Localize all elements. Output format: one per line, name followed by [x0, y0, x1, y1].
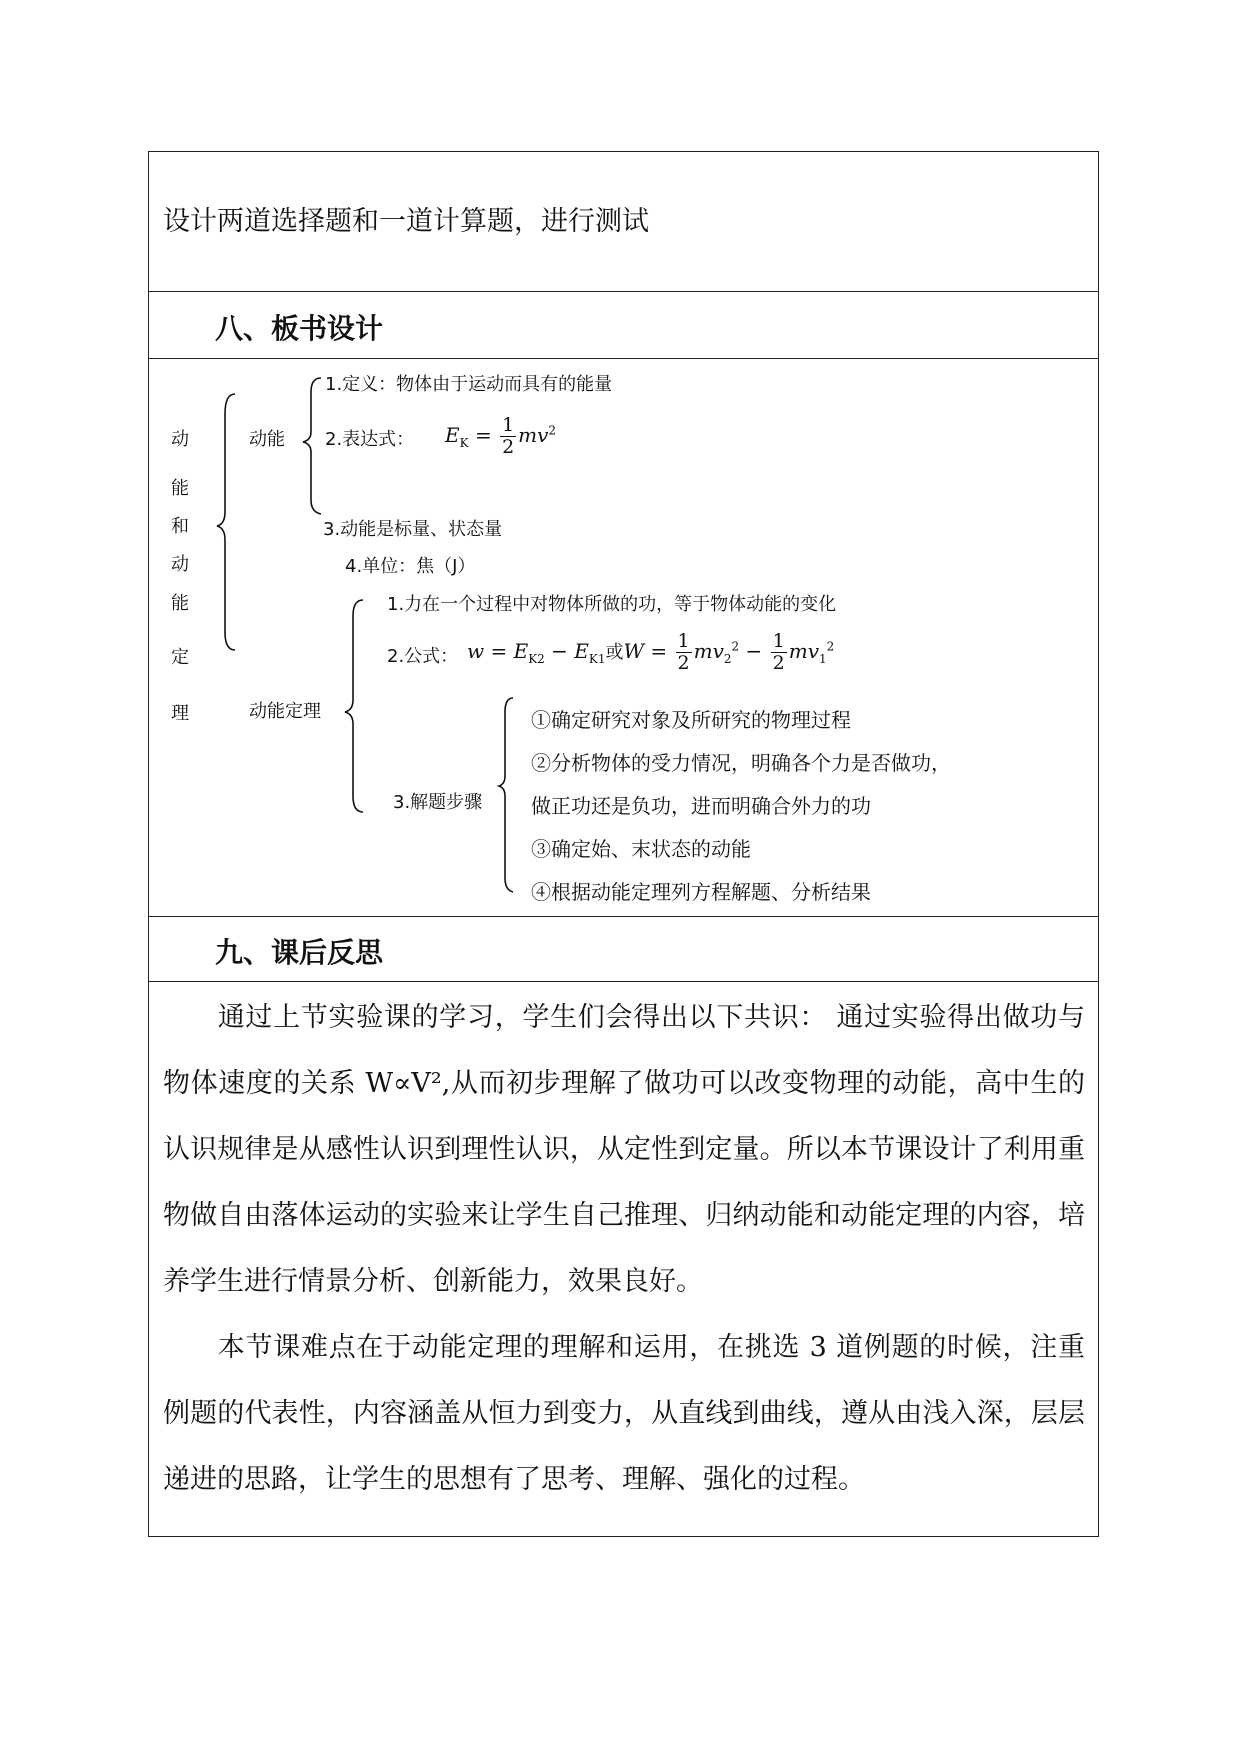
ke-formula-lhs: E [445, 423, 460, 447]
ke-label: 动能 [249, 429, 285, 450]
formula-fraction-1 [676, 632, 692, 673]
formula-fraction-2 [771, 632, 787, 673]
step-item: ①确定研究对象及所研究的物理过程 [531, 708, 851, 732]
title-char: 和 [171, 516, 189, 537]
formula-sub3: 2 [723, 652, 732, 666]
ke-brace [303, 378, 321, 514]
ke-formula-den: 2 [502, 436, 515, 458]
formula-or: 或 [605, 642, 624, 663]
title-char: 动 [171, 554, 189, 575]
board-design-heading: 八、板书设计 [215, 312, 384, 345]
reflection-paragraph-2 [163, 1315, 1085, 1513]
formula-minus: − E [544, 639, 589, 663]
test-text: 设计两道选择题和一道计算题，进行测试 [163, 206, 649, 237]
ke-scalar: 3.动能是标量、状态量 [323, 519, 503, 540]
row-divider [149, 981, 1098, 982]
formula-sub4: 1 [819, 652, 827, 666]
formula-mv-1: mv [693, 639, 724, 663]
reflection-paragraph-1 [163, 985, 1085, 1315]
ke-formula-eq: = [474, 423, 492, 447]
title-char: 定 [171, 647, 189, 668]
row-divider [149, 916, 1098, 917]
ke-definition: 1.定义：物体由于运动而具有的能量 [325, 374, 613, 395]
ke-unit: 4.单位：焦（J） [345, 556, 476, 577]
theorem-label: 动能定理 [249, 701, 321, 722]
formula-sup3: 2 [731, 639, 740, 654]
reflection-heading: 九、课后反思 [215, 936, 384, 969]
lesson-plan-table [148, 151, 1099, 1537]
ke-formula [445, 416, 556, 457]
theorem-brace [345, 600, 363, 812]
formula-den-1: 2 [677, 652, 690, 674]
title-char: 能 [171, 593, 189, 614]
formula-sub2: K1 [588, 652, 606, 666]
ke-formula-num: 1 [502, 414, 515, 436]
step-item: ④根据动能定理列方程解题、分析结果 [531, 880, 871, 904]
formula-mv-2: mv [788, 639, 820, 663]
formula-num-1: 1 [677, 630, 690, 652]
ke-expression-label: 2.表达式： [325, 429, 415, 450]
brace-lines [149, 152, 1100, 712]
ke-formula-rhs: mv [518, 423, 549, 447]
main-brace [217, 394, 235, 650]
title-char: 能 [171, 478, 189, 499]
title-char: 理 [171, 703, 189, 724]
theorem-formula-label: 2.公式： [387, 646, 459, 667]
step-item: ②分析物体的受力情况，明确各个力是否做功， [531, 751, 951, 775]
formula-minus2: − [745, 639, 763, 663]
ke-formula-lhs-sub: K [459, 436, 469, 450]
title-char: 动 [171, 429, 189, 450]
formula-sub1: K2 [528, 652, 545, 666]
ke-formula-fraction [500, 416, 516, 457]
ke-formula-rhs-sup: 2 [548, 423, 557, 438]
theorem-steps-label: 3.解题步骤 [393, 792, 483, 813]
formula-part2: W = [623, 639, 668, 663]
reflection-paragraph-1-text: 通过上节实验课的学习，学生们会得出以下共识： 通过实验得出做功与物体速度的关系 W∝V²,从而初步理解了做功可以改变物理的动能，高中生的认识规律是从感性认识到理性认识，从定性到定量。所以本节课设计了利用重物做自由落体运动的实验来让学生自己推理、归纳动能和动能定理的内容，培养学生进行情景分析、创新能力，效果良好。 [163, 1002, 1085, 1297]
formula-sup4: 2 [826, 639, 835, 654]
steps-brace [499, 698, 513, 892]
theorem-statement: 1.力在一个过程中对物体所做的功，等于物体动能的变化 [387, 594, 837, 615]
formula-part1: w = E [467, 639, 529, 663]
theorem-formula [467, 632, 834, 673]
reflection-paragraph-2-text: 本节课难点在于动能定理的理解和运用，在挑选 3 道例题的时候，注重例题的代表性，内容涵盖从恒力到变力，从直线到曲线，遵从由浅入深，层层递进的思路，让学生的思想有了思考、理解、强化的过程。 [163, 1332, 1085, 1495]
formula-den-2: 2 [772, 652, 785, 674]
step-item: 做正功还是负功，进而明确合外力的功 [531, 794, 871, 818]
formula-num-2: 1 [772, 630, 785, 652]
step-item: ③确定始、末状态的动能 [531, 837, 751, 861]
